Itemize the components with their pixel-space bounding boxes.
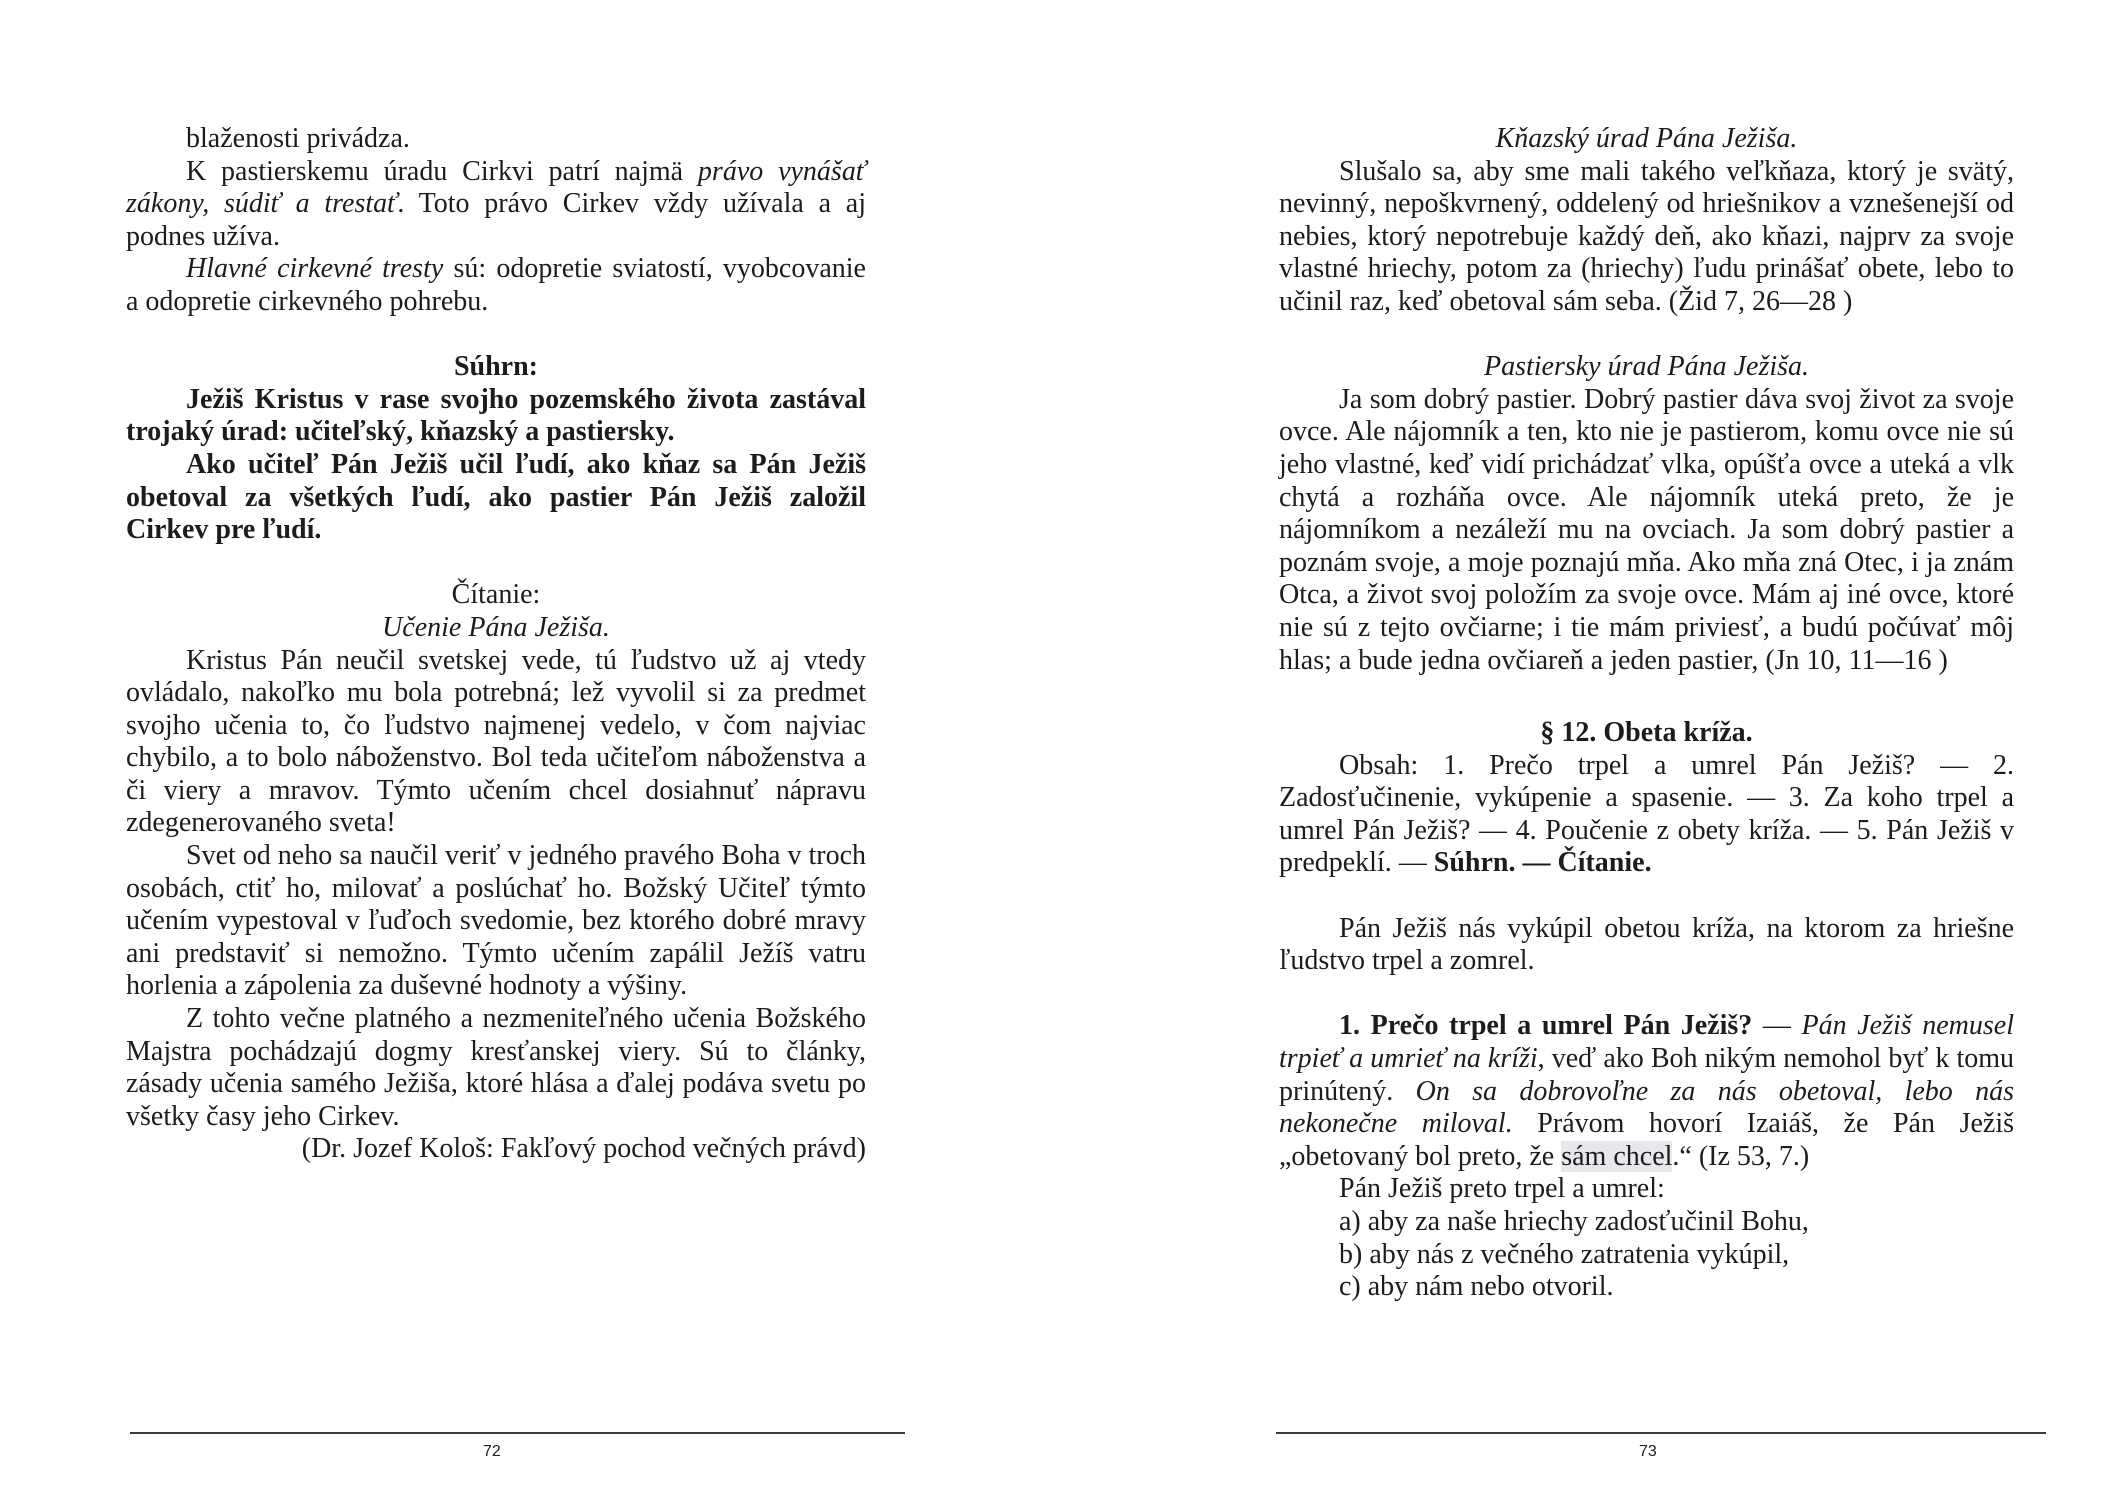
reason-item: a) aby za naše hriechy zadosťučinil Bohu,: [1339, 1206, 1809, 1237]
shepherd-office-title: Pastiersky úrad Pána Ježiša.: [1483, 351, 1810, 383]
summary-paragraph: Ako učiteľ Pán Ježiš učil ľudí, ako kňaz sa Pán Ježiš obetoval za všetkých ľudí, ako pastier Pán Ježiš založil Cirkev pre ľudí.: [126, 448, 866, 546]
right-page: [1061, 0, 2122, 1500]
reading-heading: Čítanie:: [451, 579, 541, 611]
right-page-text: [1279, 123, 2014, 1304]
section-heading: § 12. Obeta kríža.: [1540, 717, 1753, 749]
summary-heading: Súhrn:: [453, 351, 539, 383]
reading-source: (Dr. Jozef Kološ: Fakľový pochod večných právd): [301, 1133, 866, 1165]
highlighted-phrase: sám chcel: [1561, 1140, 1673, 1172]
reading-title: Učenie Pána Ježiša.: [382, 611, 610, 643]
continued-line: blaženosti privádza.: [186, 123, 410, 154]
italic-phrase: Hlavné cirkevné tresty: [186, 253, 444, 285]
summary-paragraph: Ježiš Kristus v rase svojho pozemského života zastával trojaký úrad: učiteľský, kňazský a pastiersky.: [126, 383, 866, 448]
paragraph-church-penalties: Hlavné cirkevné tresty sú: odopretie sviatostí, vyobcovanie a odopretie cirkevného pohrebu.: [126, 253, 866, 317]
question-paragraph: 1. Prečo trpel a umrel Pán Ježiš? — Pán Ježiš nemusel trpieť a umrieť na kríži, veď ako Boh nikým nemohol byť k tomu prinútený. On sa dobrovoľne za nás obetoval, lebo nás nekonečne miloval. Právom hovorí Izaiáš, že Pán Ježiš „obetovaný bol preto, že sám chcel.“ (Iz 53, 7.): [1279, 1010, 2015, 1172]
contents-paragraph: Obsah: 1. Prečo trpel a umrel Pán Ježiš? — 2. Zadosťučinenie, vykúpenie a spasenie. — 3. Za koho trpel a umrel Pán Ježiš? — 4. Poučenie z obety kríža. — 5. Pán Ježiš v predpeklí. — Súhrn. — Čítanie.: [1279, 749, 2014, 879]
page-number: 73: [1639, 1443, 1657, 1460]
reading-paragraph: Kristus Pán neučil svetskej vede, tú ľudstvo už aj vtedy ovládalo, nakoľko mu bola potrebná; lež vyvolil si za predmet svojho učenia to, čo ľudstvo najmenej vedelo, v čom najviac chybilo, a to bolo náboženstvo. Bol teda učiteľom náboženstva a či viery a mravov. Týmto učením chcel dosiahnuť nápravu zdegenerovaného sveta!: [126, 644, 866, 839]
shepherd-office-text: Ja som dobrý pastier. Dobrý pastier dáva svoj život za svoje ovce. Ale nájomník a ten, kto nie je pastierom, komu ovce nie sú jeho vlastné, keď vidí prichádzať vlka, opúšťa ovce a uteká a vlk chytá a rozháňa ovce. Ale nájomník uteká preto, že je nájomníkom a nezáleží mu na ovciach. Ja som dobrý pastier a poznám svoje, a moje poznajú mňa. Ako mňa zná Otec, i ja znám Otca, a život svoj položím za svoje ovce. Mám aj iné ovce, ktoré nie sú z tejto ovčiarne; i tie mám priviesť, a budú počúvať môj hlas; a bude jedna ovčiareň a jeden pastier, (Jn 10, 11—16 ): [1279, 383, 2014, 676]
reading-paragraph: Z tohto večne platného a nezmeniteľného učenia Božského Majstra pochádzajú dogmy kresťanskej viery. Sú to články, zásady učenia samého Ježiša, ktoré hlása a ďalej podáva svetu po všetky časy jeho Cirkev.: [126, 1003, 866, 1132]
reasons-intro: Pán Ježiš preto trpel a umrel:: [1339, 1173, 1665, 1205]
italic-phrase: právo vynášať zákony, súdiť a trestať: [126, 155, 867, 220]
reading-paragraph: Svet od neho sa naučil veriť v jedného pravého Boha v troch osobách, ctiť ho, milovať a poslúchať ho. Božský Učiteľ týmto učením vypestoval v ľuďoch svedomie, bez ktorého dobré mravy ani predstaviť si nemožno. Týmto učením zapálil Ježíš vatru horlenia a zápolenia za duševné hodnoty a výšiny.: [126, 840, 866, 1002]
priestly-office-title: Kňazský úrad Pána Ježiša.: [1495, 123, 1798, 154]
intro-paragraph: Pán Ježiš nás vykúpil obetou kríža, na ktorom za hriešne ľudstvo trpel a zomrel.: [1279, 912, 2014, 977]
left-page-text: [126, 123, 866, 1166]
reason-item: b) aby nás z večného zatratenia vykúpil,: [1339, 1238, 1790, 1270]
reason-item: c) aby nám nebo otvoril.: [1339, 1271, 1614, 1303]
priestly-office-text: Slušalo sa, aby sme mali takého veľkňaza, ktorý je svätý, nevinný, nepoškvrnený, oddelený od hriešnikov a vznešenejší od nebies, ktorý nepotrebuje každý deň, ako kňazi, najprv za svoje vlastné hriechy, potom za (hriechy) ľudu prinášať obete, lebo to učinil raz, keď obetoval sám seba. (Žid 7, 26—28 ): [1279, 155, 2014, 317]
footer-rule: [1276, 1432, 2046, 1434]
page-number: 72: [483, 1443, 501, 1460]
footer-rule: [130, 1432, 905, 1434]
paragraph-pastoral-office: K pastierskemu úradu Cirkvi patrí najmä právo vynášať zákony, súdiť a trestať. Toto právo Cirkev vždy užívala a aj podnes užíva.: [126, 155, 867, 252]
